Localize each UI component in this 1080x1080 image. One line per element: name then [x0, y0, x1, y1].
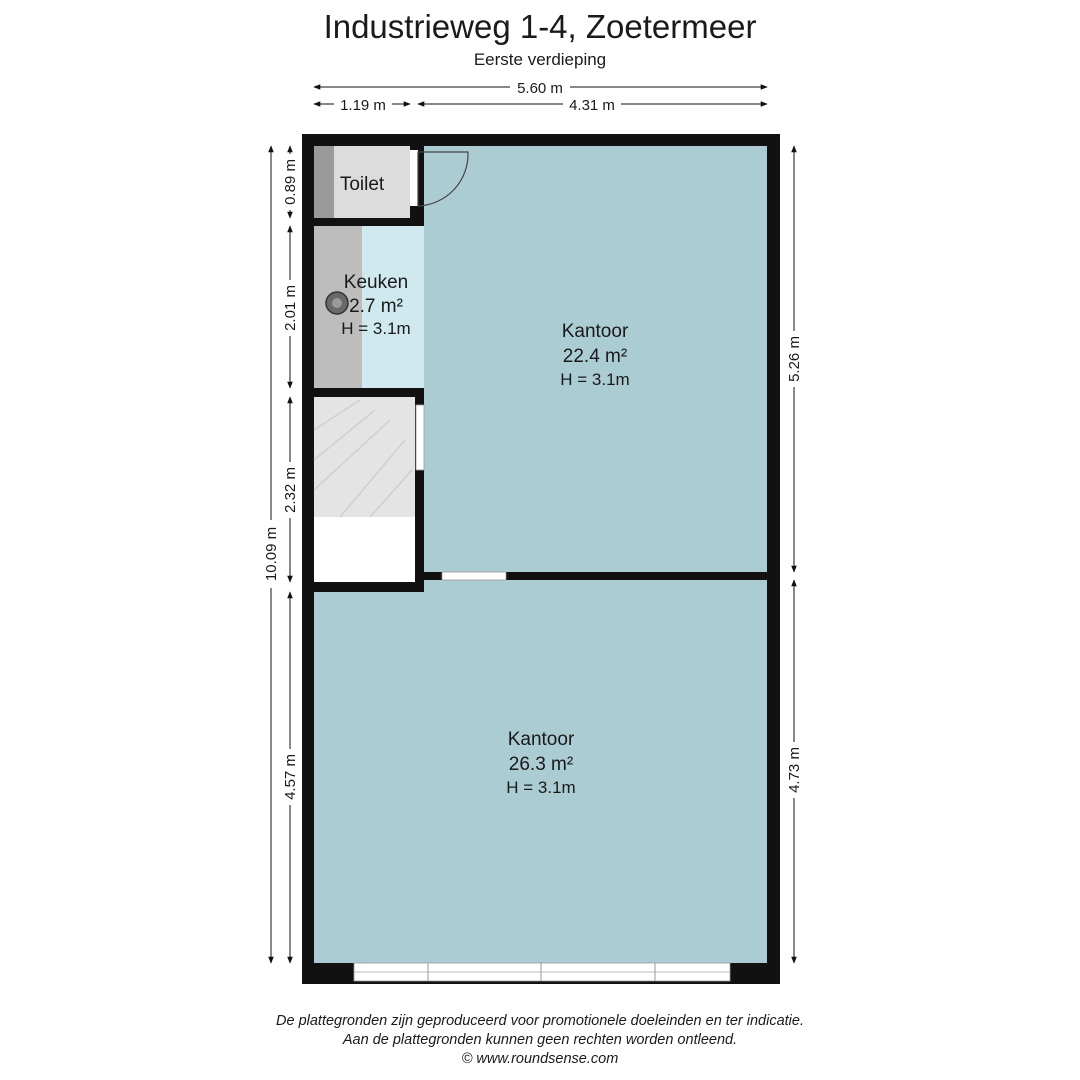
dim-left-keuken: 2.01 m [282, 285, 299, 331]
copyright-line: © www.roundsense.com [461, 1051, 619, 1067]
middle-opening [442, 572, 506, 580]
dim-top-left: 1.19 m [340, 97, 386, 114]
dim-top-total: 5.60 m [517, 80, 563, 97]
wall-toilet-bottom [314, 218, 424, 226]
toilet-wall-strip [314, 146, 334, 218]
wall-keuken-bottom [314, 388, 424, 397]
kantoor-upper-area: 22.4 m² [562, 346, 628, 367]
dim-left-total: 10.09 m [263, 526, 280, 582]
toilet-label: Toilet [339, 174, 385, 195]
keuken-area: 2.7 m² [349, 296, 403, 317]
stair-window [416, 405, 424, 470]
dim-left-toilet: 0.89 m [282, 159, 299, 205]
kantoor-upper-name: Kantoor [561, 321, 629, 342]
dim-right-upper: 5.26 m [786, 336, 803, 382]
dim-right-lower: 4.73 m [786, 747, 803, 793]
kantoor-lower-area: 26.3 m² [508, 754, 574, 775]
floor-label: Eerste verdieping [473, 50, 607, 69]
keuken-height: H = 3.1m [341, 319, 411, 338]
kantoor-lower-name: Kantoor [507, 729, 575, 750]
kantoor-lower-height: H = 3.1m [506, 778, 576, 797]
plan-title: Industrieweg 1-4, Zoetermeer [323, 8, 757, 45]
disclaimer-line-2: Aan de plattegronden kunnen geen rechten worden ontleend. [342, 1032, 738, 1048]
disclaimer-line-1: De plattegronden zijn geproduceerd voor promotionele doeleinden en ter indicatie. [276, 1013, 804, 1029]
wall-stair-bottom [314, 582, 424, 592]
dim-left-stair: 2.32 m [282, 467, 299, 513]
sink-icon-inner [332, 298, 342, 308]
toilet-door-opening [410, 150, 418, 206]
stair-steps [314, 397, 415, 517]
dim-top-right: 4.31 m [569, 97, 615, 114]
kantoor-upper-height: H = 3.1m [560, 370, 630, 389]
keuken-name: Keuken [343, 272, 409, 293]
dim-left-lower: 4.57 m [282, 754, 299, 800]
